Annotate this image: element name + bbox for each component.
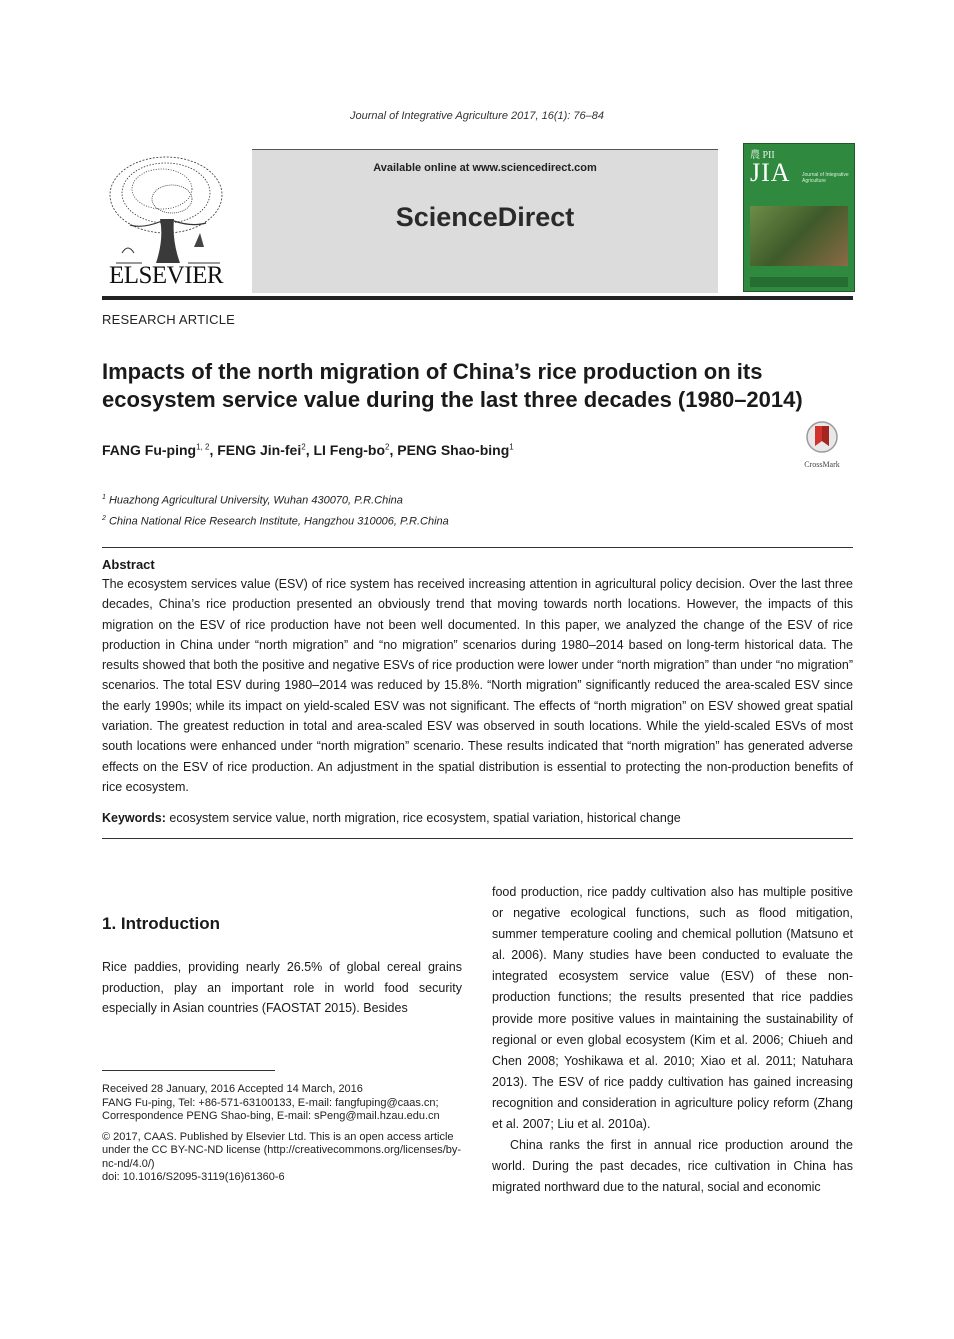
cover-top-label: 農 PII xyxy=(750,150,775,161)
journal-cover-thumbnail xyxy=(743,143,855,292)
author-affiliation-marker: 2 xyxy=(385,442,390,452)
affiliation-line: $^1$ Huazhong Agricultural University, Wuhan 430070, P.R.China xyxy=(102,494,403,507)
footnote-rule xyxy=(102,1070,275,1071)
correspondence: FANG Fu-ping, Tel: +86-571-63100133, E-mail: fangfuping@caas.cn; Correspondence PENG Shao-bing, E-mail: sPeng@mail.hzau.edu.cn xyxy=(102,1096,440,1122)
journal-citation: Journal of Integrative Agriculture 2017, 16(1): 76–84 xyxy=(350,110,604,122)
elsevier-wordmark: ELSEVIER xyxy=(108,262,224,289)
keywords-line xyxy=(102,811,853,825)
intro-paragraph: China ranks the first in annual rice production around the world. During the past decades, rice cultivation in China has migrated northward due to the natural, social and economic xyxy=(492,1138,853,1195)
elsevier-logo xyxy=(102,149,230,294)
intro-right-column xyxy=(492,882,853,1198)
license-notice: © 2017, CAAS. Published by Elsevier Ltd. This is an open access article under the CC BY-NC-ND license (http://creativecommons.org/licenses/by-nc-nd/4.0/) xyxy=(102,1130,462,1170)
sciencedirect-banner xyxy=(252,149,718,293)
author-name: PENG Shao-bing xyxy=(397,442,510,458)
author-affiliation-marker: 1, 2 xyxy=(196,442,210,452)
article-title: Impacts of the north migration of China’s rice production on its ecosystem service value during the last three decades (1980–2014) xyxy=(102,359,803,412)
abstract-heading: Abstract xyxy=(102,557,155,572)
keywords-label: Keywords: xyxy=(102,811,166,825)
header-rule xyxy=(102,296,853,300)
cover-image xyxy=(750,206,848,266)
intro-paragraph: food production, rice paddy cultivation also has multiple positive or negative ecological functions, such as flood mitigation, summer temperature cooling and chemical pollution (Matsuno et al. 2006). Many studies have been conducted to evaluate the integrated ecosystem service value (ESV) of these non-production functions; the results presented that rice paddies provide more positive values in maintaining the sustainability of regional or even global ecosystem (Kim et al. 2006; Chiueh and Chen 2008; Yoshikawa et al. 2010; Xiao et al. 2011; Natuhara 2013). The ESV of rice paddy cultivation has gained increasing recognition and consideration in agriculture policy reform (Zhang et al. 2007; Liu et al. 2010a). xyxy=(492,885,853,1132)
abstract-text: The ecosystem services value (ESV) of rice system has received increasing attention in agricultural policy decision. Over the last three decades, China’s rice production presented an obviously trend that moving towards north locations. However, the impacts of this migration on the ESV of rice production have not been well documented. In this paper, we analyzed the change of the ESV of rice production in China under “north migration” and “no migration” scenarios during 1980–2014 based on long-term historical data. The results showed that both the positive and negative ESVs of rice production were lower under “north migration” than under “no migration” scenarios. The total ESV during 1980–2014 was reduced by 15.8%. “North migration” significantly reduced the area-scaled ESV since the early 1990s; while its impact on yield-scaled ESV was not significant. The effects of “north migration” on ESV showed great spatial variation. The greatest reduction in total and area-scaled ESV was observed in south locations. While the yield-scaled ESVs of most south locations were enhanced under “north migration” scenario. These results indicated that “north migration” has generated adverse effects on the ESV of rice production. An adjustment in the spatial distribution is essential to protecting the non-production benefits of rice ecosystem. xyxy=(102,577,853,794)
affiliation-line: $^2$ China National Rice Research Institute, Hangzhou 310006, P.R.China xyxy=(102,514,449,528)
section-heading: 1. Introduction xyxy=(102,914,221,933)
cover-subtitle: Journal of Integrative Agriculture xyxy=(802,172,849,184)
footnote-block xyxy=(102,1083,462,1192)
affiliations xyxy=(102,489,449,530)
author-affiliation-marker: 1 xyxy=(509,442,514,452)
crossmark-label: CrossMark xyxy=(804,460,840,469)
cover-abbreviation: JIA xyxy=(750,158,791,187)
doi[interactable]: doi: 10.1016/S2095-3119(16)61360-6 xyxy=(102,1171,285,1183)
article-type: RESEARCH ARTICLE xyxy=(102,312,235,327)
abstract-top-rule xyxy=(102,547,853,548)
abstract-bottom-rule xyxy=(102,838,853,839)
author-affiliation-marker: 2 xyxy=(301,442,306,452)
journal-header xyxy=(102,143,853,297)
available-online-text: Available online at www.sciencedirect.com xyxy=(373,162,597,174)
keywords-text: ecosystem service value, north migration, rice ecosystem, spatial variation, historical change xyxy=(169,811,681,825)
elsevier-tree-icon xyxy=(102,149,230,267)
author-name: FENG Jin-fei xyxy=(217,442,302,458)
author-name: LI Feng-bo xyxy=(313,442,386,458)
received-dates: Received 28 January, 2016 Accepted 14 March, 2016 xyxy=(102,1083,363,1095)
author-list: FANG Fu-ping$^{1, 2}$, FENG Jin-fei$^2$, LI Feng-$bo^2$, PENG Shao-bing$^1$ xyxy=(102,442,514,458)
author-name: FANG Fu-ping xyxy=(102,442,197,458)
sciencedirect-wordmark: ScienceDirect xyxy=(395,202,575,232)
crossmark-badge[interactable] xyxy=(802,420,842,469)
intro-left-paragraph: Rice paddies, providing nearly 26.5% of global cereal grains production, play an important role in world food security especially in Asian countries (FAOSTAT 2015). Besides xyxy=(102,960,462,1015)
crossmark-icon xyxy=(802,420,842,454)
cover-footer-bar xyxy=(750,277,848,287)
